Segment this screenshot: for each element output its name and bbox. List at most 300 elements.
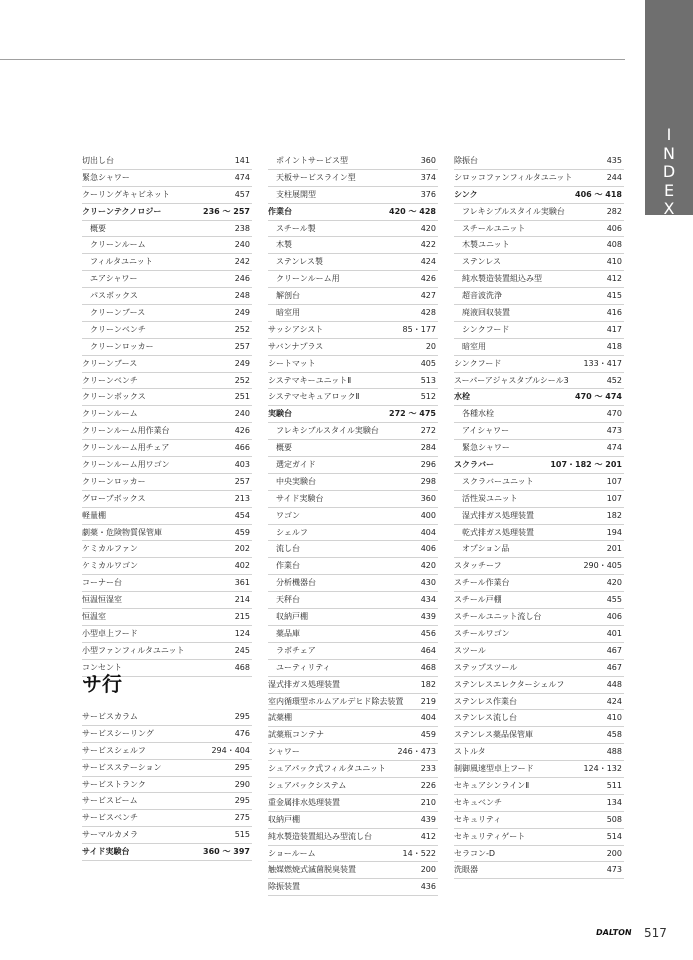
index-entry <box>454 829 624 846</box>
index-entry-page: 473 <box>606 426 622 436</box>
index-entry-page: 470 <box>606 409 622 419</box>
index-entry-term: スチール製 <box>276 223 316 233</box>
index-entry-term: ステンレス作業台 <box>454 696 517 706</box>
index-entry <box>82 170 252 187</box>
index-entry-term: エアシャワー <box>90 274 138 284</box>
index-entry-page: 360 <box>420 493 436 503</box>
index-entry-term: スツール <box>454 645 486 655</box>
index-entry <box>268 879 438 896</box>
index-entry-term: サバンナプラス <box>268 341 324 351</box>
index-entry <box>268 170 438 187</box>
index-entry <box>454 643 624 660</box>
index-entry-page: 215 <box>234 612 250 622</box>
index-entry-term: フィルタユニット <box>90 257 153 267</box>
index-entry-page: 248 <box>234 291 250 301</box>
index-entry-page: 476 <box>234 728 250 738</box>
index-entry-term: スチールユニット流し台 <box>454 612 542 622</box>
index-entry <box>268 187 438 204</box>
index-entry-page: 202 <box>234 544 250 554</box>
index-entry-page: 412 <box>606 274 622 284</box>
index-entry <box>454 846 624 863</box>
index-entry-page: 420 <box>606 578 622 588</box>
index-entry-page: 406 <box>420 544 436 554</box>
index-entry-page: 272 ～ 475 <box>389 409 436 419</box>
index-entry-page: 457 <box>234 189 250 199</box>
index-entry-page: 405 <box>420 358 436 368</box>
index-entry-term: 超音波洗浄 <box>462 291 502 301</box>
index-entry-term: 試薬棚 <box>268 713 292 723</box>
index-entry-term: クリーンロッカー <box>90 341 154 351</box>
index-entry-term: 除振台 <box>454 156 478 165</box>
index-entry-term: 湿式排ガス処理装置 <box>268 679 340 689</box>
index-entry <box>454 339 624 356</box>
index-entry <box>268 254 438 271</box>
index-entry-page: 257 <box>234 476 250 486</box>
index-entry-page: 214 <box>234 595 250 605</box>
index-entry <box>454 626 624 643</box>
index-entry-page: 290・405 <box>583 561 622 571</box>
index-entry-term: 木製 <box>276 240 292 250</box>
index-entry-page: 430 <box>420 578 436 588</box>
index-entry-page: 415 <box>606 291 622 301</box>
index-entry-page: 435 <box>606 156 622 165</box>
index-entry <box>268 322 438 339</box>
index-entry <box>268 710 438 727</box>
index-entry-page: 473 <box>606 865 622 875</box>
index-entry-page: 488 <box>606 747 622 757</box>
index-entry-term: サイド実験台 <box>276 493 324 503</box>
index-entry-term: 概要 <box>90 223 106 233</box>
index-entry <box>454 795 624 812</box>
index-entry-page: 467 <box>606 645 622 655</box>
index-entry <box>268 761 438 778</box>
index-entry <box>454 558 624 575</box>
index-entry-page: 412 <box>420 831 436 841</box>
index-entry <box>268 812 438 829</box>
index-entry-term: クリーンルーム用ワゴン <box>82 460 170 470</box>
index-entry <box>454 761 624 778</box>
index-entry <box>454 491 624 508</box>
index-entry <box>82 760 252 777</box>
index-entry-term: スタッチーフ <box>454 561 502 571</box>
index-entry-page: 404 <box>420 713 436 723</box>
index-entry-term: クリーンブース <box>82 358 138 368</box>
index-entry-term: 試薬瓶コンテナ <box>268 730 324 740</box>
index-entry-term: 収納戸棚 <box>276 612 308 622</box>
index-entry-page: 374 <box>420 172 436 182</box>
index-entry <box>268 389 438 406</box>
index-entry-term: ステンレス製 <box>276 257 323 267</box>
index-entry-term: 純水製造装置組込み型 <box>462 274 542 284</box>
index-entry-page: 133・417 <box>583 358 622 368</box>
header-rule <box>0 59 625 60</box>
index-entry <box>82 254 252 271</box>
index-entry-term: 湿式排ガス処理装置 <box>462 510 534 520</box>
index-entry-term: ストルタ <box>454 747 486 757</box>
index-entry-term: 天秤台 <box>276 595 300 605</box>
index-entry-term: セキュアシンラインⅡ <box>454 780 530 790</box>
index-entry-term: 選定ガイド <box>276 460 316 470</box>
index-entry <box>454 677 624 694</box>
index-entry <box>268 744 438 761</box>
index-entry <box>268 626 438 643</box>
index-entry <box>454 305 624 322</box>
index-entry-term: サービスシーリング <box>82 728 154 738</box>
index-entry-page: 252 <box>234 324 250 334</box>
index-entry-term: 作業台 <box>268 206 292 216</box>
index-entry-page: 508 <box>606 814 622 824</box>
index-entry-term: 恒温室 <box>82 612 106 622</box>
index-entry-term: 水栓 <box>454 392 470 402</box>
index-entry <box>454 541 624 558</box>
index-entry <box>268 440 438 457</box>
index-entry <box>454 423 624 440</box>
index-entry-page: 426 <box>420 274 436 284</box>
index-entry-page: 294・404 <box>211 745 250 755</box>
index-entry <box>454 609 624 626</box>
index-entry-term: サイド実験台 <box>82 847 130 857</box>
index-entry-term: 緊急シャワー <box>82 172 130 182</box>
index-entry-term: クリーンロッカー <box>82 476 146 486</box>
index-entry-term: ステンレス薬品保管庫 <box>454 730 533 740</box>
index-entry <box>82 777 252 794</box>
index-entry-page: 284 <box>420 443 436 453</box>
index-entry-page: 210 <box>420 797 436 807</box>
index-entry <box>454 710 624 727</box>
index-column-2 <box>268 153 438 896</box>
index-entry-page: 107 <box>606 493 622 503</box>
index-entry-term: サービストランク <box>82 779 146 789</box>
index-entry <box>454 474 624 491</box>
index-entry-term: 劇薬・危険物質保管庫 <box>82 527 162 537</box>
index-entry <box>82 221 252 238</box>
index-entry <box>82 743 252 760</box>
index-entry-page: 467 <box>606 662 622 672</box>
index-entry <box>268 727 438 744</box>
index-entry <box>454 389 624 406</box>
index-entry-term: ユーティリティ <box>276 662 331 672</box>
index-entry-term: ステップスツール <box>454 662 518 672</box>
index-entry-term: 活性炭ユニット <box>462 493 518 503</box>
index-entry <box>268 609 438 626</box>
page-number: 517 <box>644 926 667 940</box>
index-entry-term: 作業台 <box>276 561 300 571</box>
index-entry-page: 512 <box>420 392 436 402</box>
index-entry-page: 400 <box>420 510 436 520</box>
index-entry-page: 242 <box>234 257 250 267</box>
index-entry-term: ショールーム <box>268 848 316 858</box>
index-entry-page: 402 <box>234 561 250 571</box>
index-entry-page: 275 <box>234 813 250 823</box>
index-entry-term: 木製ユニット <box>462 240 510 250</box>
index-entry-page: 456 <box>420 628 436 638</box>
index-entry <box>82 440 252 457</box>
index-entry-term: 小型卓上フード <box>82 628 138 638</box>
index-entry <box>268 288 438 305</box>
index-entry-term: シャワー <box>268 747 300 757</box>
index-entry-term: クリーンブース <box>90 308 146 318</box>
index-entry <box>268 221 438 238</box>
index-entry-page: 249 <box>234 358 250 368</box>
index-entry-term: サーマルカメラ <box>82 830 138 840</box>
index-entry-page: 417 <box>606 324 622 334</box>
index-entry <box>82 423 252 440</box>
index-entry <box>82 709 252 726</box>
index-entry <box>82 271 252 288</box>
index-entry-page: 360 ～ 397 <box>203 847 250 857</box>
index-entry <box>268 643 438 660</box>
index-entry <box>454 254 624 271</box>
index-entry-term: ケミカルファン <box>82 544 138 554</box>
index-entry-term: 室内循環型ホルムアルデヒド除去装置 <box>268 696 404 706</box>
index-entry <box>268 373 438 390</box>
index-tab-letters <box>645 126 693 219</box>
index-entry-page: 290 <box>234 779 250 789</box>
index-entry-page: 426 <box>234 426 250 436</box>
index-entry-page: 514 <box>606 831 622 841</box>
index-entry <box>454 694 624 711</box>
index-entry <box>454 221 624 238</box>
index-entry <box>82 288 252 305</box>
index-entry <box>454 812 624 829</box>
index-entry-page: 454 <box>234 510 250 520</box>
index-entry-page: 403 <box>234 460 250 470</box>
index-entry-term: 支柱展開型 <box>276 189 316 199</box>
index-entry <box>454 356 624 373</box>
index-entry-page: 424 <box>420 257 436 267</box>
index-entry-page: 295 <box>234 762 250 772</box>
index-entry <box>454 592 624 609</box>
index-entry-term: クリーンルーム <box>82 409 138 419</box>
index-entry-term: オプション品 <box>462 544 510 554</box>
index-entry-page: 468 <box>420 662 436 672</box>
index-entry-page: 410 <box>606 257 622 267</box>
index-entry-term: シェルフ <box>276 527 308 537</box>
index-entry <box>268 271 438 288</box>
index-entry-term: クリーンルーム用作業台 <box>82 426 170 436</box>
index-entry-term: 乾式排ガス処理装置 <box>462 527 534 537</box>
index-entry-page: 474 <box>606 443 622 453</box>
index-entry-term: 除振装置 <box>268 882 300 892</box>
index-entry-term: スチール作業台 <box>454 578 510 588</box>
index-entry-term: スクラバー <box>454 460 494 470</box>
index-entry-page: 251 <box>234 392 250 402</box>
index-entry-term: シンク <box>454 189 478 199</box>
index-entry <box>82 237 252 254</box>
index-entry <box>268 491 438 508</box>
index-entry <box>268 457 438 474</box>
index-entry-term: 薬品庫 <box>276 628 300 638</box>
index-entry-page: 470 ～ 474 <box>575 392 622 402</box>
index-entry-term: クリーンテクノロジー <box>82 206 162 216</box>
index-entry <box>82 592 252 609</box>
index-entry <box>454 153 624 170</box>
index-letter: D <box>662 162 676 181</box>
index-entry <box>268 829 438 846</box>
index-entry-term: アイシャワー <box>462 426 510 436</box>
index-entry-page: 134 <box>606 797 622 807</box>
index-entry-page: 246・473 <box>397 747 436 757</box>
index-entry-term: クリーンボックス <box>82 392 146 402</box>
index-entry-page: 246 <box>234 274 250 284</box>
index-entry <box>268 237 438 254</box>
index-entry-page: 200 <box>606 848 622 858</box>
index-entry <box>268 592 438 609</box>
index-entry <box>268 305 438 322</box>
index-entry-term: クーリングキャビネット <box>82 189 170 199</box>
index-entry-term: ステンレス流し台 <box>454 713 517 723</box>
index-entry <box>82 810 252 827</box>
index-entry-term: 暗室用 <box>276 308 300 318</box>
index-entry-page: 236 ～ 257 <box>203 206 250 216</box>
index-entry <box>454 508 624 525</box>
index-entry-page: 455 <box>606 595 622 605</box>
index-entry <box>268 677 438 694</box>
index-entry-term: 小型ファンフィルタユニット <box>82 645 185 655</box>
index-entry <box>82 643 252 660</box>
index-entry <box>268 423 438 440</box>
index-entry-page: 406 ～ 418 <box>575 189 622 199</box>
dalton-logo: DALTON <box>595 928 633 937</box>
index-entry <box>268 862 438 879</box>
index-entry <box>454 862 624 879</box>
index-entry <box>454 322 624 339</box>
index-entry <box>268 558 438 575</box>
index-entry <box>82 609 252 626</box>
index-entry-page: 468 <box>234 662 250 672</box>
index-entry-page: 474 <box>234 172 250 182</box>
index-entry-page: 107 <box>606 476 622 486</box>
index-entry <box>82 558 252 575</box>
index-entry-term: 軽量棚 <box>82 510 106 520</box>
index-entry <box>454 575 624 592</box>
index-entry <box>82 339 252 356</box>
index-letter: N <box>663 143 675 163</box>
index-entry-term: クリーンベンチ <box>90 324 146 334</box>
index-entry-term: 流し台 <box>276 544 300 554</box>
index-entry-term: スチール戸棚 <box>454 595 502 605</box>
index-entry <box>82 491 252 508</box>
index-entry-term: パスボックス <box>90 291 138 301</box>
index-entry-term: スクラバーユニット <box>462 476 534 486</box>
index-entry <box>454 271 624 288</box>
index-entry <box>82 726 252 743</box>
index-entry <box>454 170 624 187</box>
index-entry-page: 404 <box>420 527 436 537</box>
index-entry <box>82 322 252 339</box>
index-entry-term: コーナー台 <box>82 578 122 588</box>
index-entry-page: 408 <box>606 240 622 250</box>
section-heading-sa: サ行 <box>82 672 122 696</box>
index-entry-page: 406 <box>606 612 622 622</box>
index-entry-term: セキュベンチ <box>454 797 502 807</box>
index-entry-page: 420 <box>420 223 436 233</box>
index-entry <box>454 440 624 457</box>
index-entry-page: 298 <box>420 476 436 486</box>
index-entry-term: スーパーアジャスタブルシール3 <box>454 375 569 385</box>
index-entry <box>268 694 438 711</box>
index-entry-page: 240 <box>234 240 250 250</box>
index-entry-page: 439 <box>420 814 436 824</box>
index-letter: X <box>663 199 675 218</box>
index-entry-page: 226 <box>420 780 436 790</box>
index-entry <box>82 389 252 406</box>
index-entry <box>268 795 438 812</box>
index-entry-page: 410 <box>606 713 622 723</box>
index-entry <box>454 727 624 744</box>
index-entry-page: 458 <box>606 730 622 740</box>
index-entry-page: 360 <box>420 156 436 165</box>
index-entry-page: 141 <box>234 156 250 165</box>
index-entry-page: 213 <box>234 493 250 503</box>
index-entry-term: 洗眼器 <box>454 865 478 875</box>
index-entry-term: サービスカラム <box>82 712 138 721</box>
index-entry-term: サービスベンチ <box>82 813 138 823</box>
index-entry-page: 272 <box>420 426 436 436</box>
index-entry-page: 233 <box>420 764 436 774</box>
index-entry-term: ステンレスエレクターシェルフ <box>454 679 565 689</box>
index-entry-term: スチールワゴン <box>454 628 510 638</box>
index-entry-term: 天板サービスライン型 <box>276 172 356 182</box>
index-entry-term: フレキシブルスタイル実験台 <box>462 206 565 216</box>
index-entry-term: サービスビーム <box>82 796 138 806</box>
index-entry <box>268 204 438 221</box>
index-entry <box>82 457 252 474</box>
index-entry-term: システマセキュアロックⅡ <box>268 392 360 402</box>
index-entry-term: 廃液回収装置 <box>462 308 510 318</box>
index-entry <box>268 660 438 677</box>
index-entry-page: 240 <box>234 409 250 419</box>
index-entry <box>268 525 438 542</box>
index-entry-page: 200 <box>420 865 436 875</box>
index-entry <box>82 356 252 373</box>
index-entry-page: 422 <box>420 240 436 250</box>
index-entry <box>454 187 624 204</box>
index-entry-page: 466 <box>234 443 250 453</box>
index-entry-page: 257 <box>234 341 250 351</box>
index-entry-term: 概要 <box>276 443 292 453</box>
index-entry <box>454 406 624 423</box>
index-entry <box>268 508 438 525</box>
index-entry-term: セキュリティ <box>454 814 502 824</box>
index-entry <box>454 237 624 254</box>
index-entry-page: 464 <box>420 645 436 655</box>
index-entry-page: 401 <box>606 628 622 638</box>
index-entry-term: サービスシェルフ <box>82 745 146 755</box>
index-entry-page: 194 <box>606 527 622 537</box>
index-entry-term: ワゴン <box>276 510 300 520</box>
index-letter: I <box>666 125 672 144</box>
index-entry-page: 376 <box>420 189 436 199</box>
index-entry <box>82 626 252 643</box>
index-entry-page: 124 <box>234 628 250 638</box>
index-entry-term: スチールユニット <box>462 223 526 233</box>
index-entry <box>454 457 624 474</box>
index-entry-term: 解剖台 <box>276 291 300 301</box>
index-entry-term: クリーンルーム用チェア <box>82 443 170 453</box>
index-entry-term: コンセント <box>82 662 122 672</box>
index-entry-page: 182 <box>606 510 622 520</box>
index-entry-page: 107・182 ～ 201 <box>550 460 622 470</box>
index-entry-page: 282 <box>606 206 622 216</box>
index-entry-page: 244 <box>606 172 622 182</box>
index-entry-term: 純水製造装置組込み型流し台 <box>268 831 372 841</box>
index-entry-page: 14・522 <box>402 848 436 858</box>
index-entry <box>268 575 438 592</box>
index-entry-page: 296 <box>420 460 436 470</box>
index-entry-term: クリーンルーム <box>90 240 146 250</box>
index-entry <box>82 575 252 592</box>
